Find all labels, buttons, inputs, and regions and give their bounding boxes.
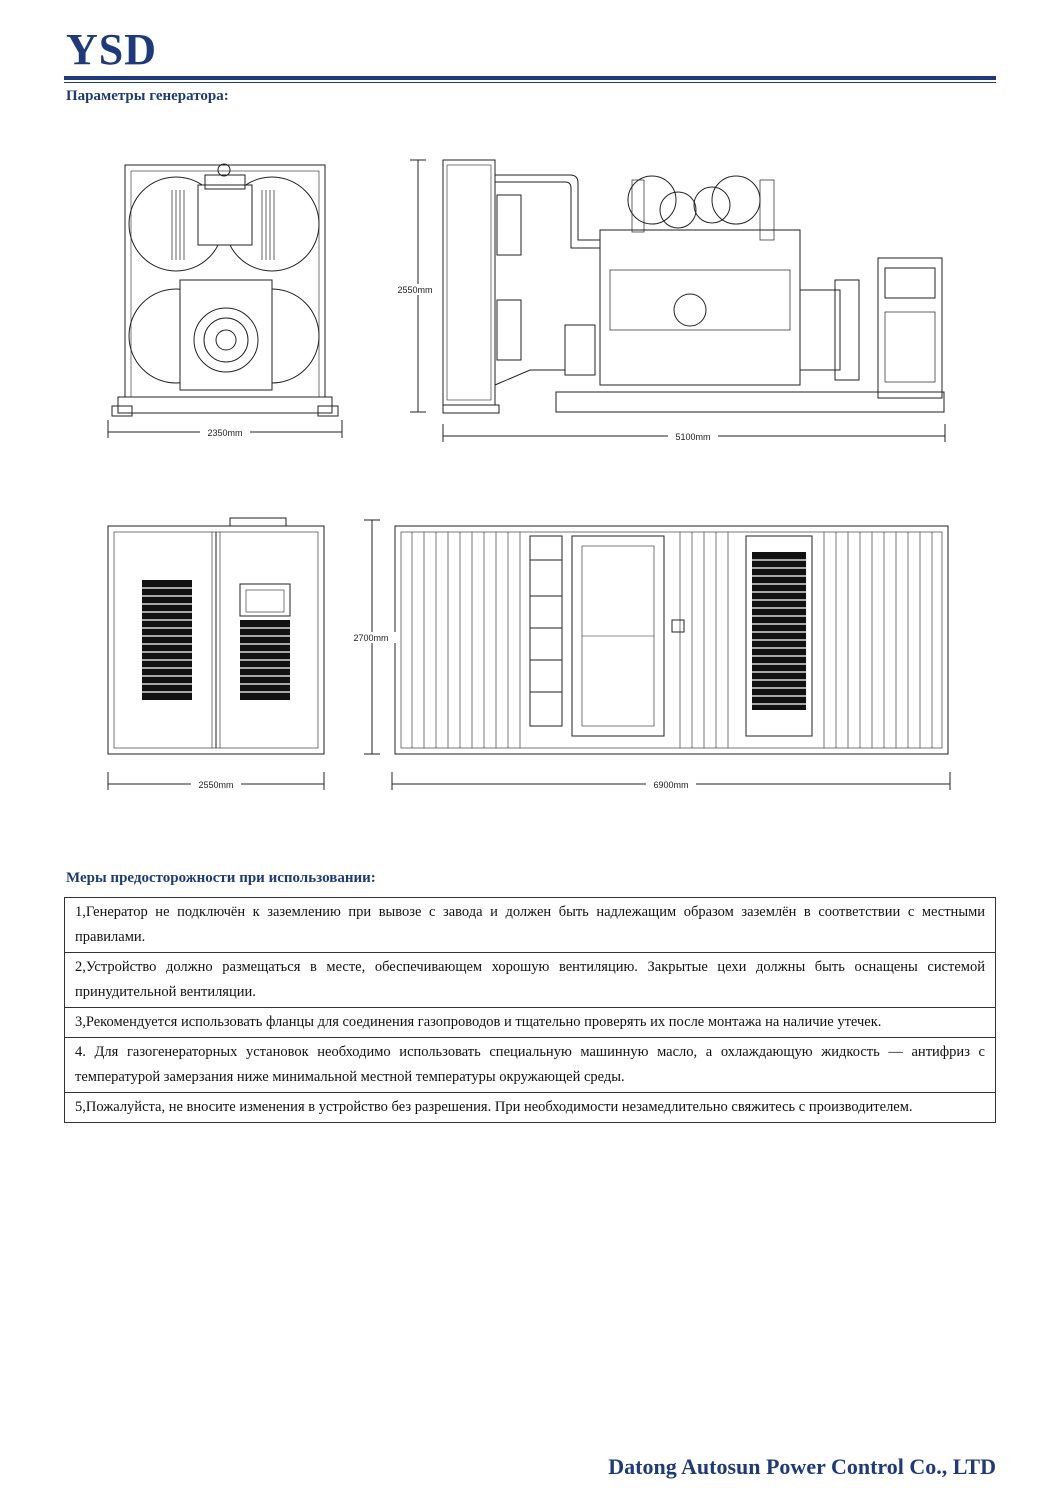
table-row [65,1008,996,1038]
dim-canopy-front-width: 2550mm [198,780,234,790]
precaution-item: 2,Устройство должно размещаться в месте, обеспечивающем хорошую вентиляцию. Закрытые цехи должны быть оснащены системой принудительной вентиляции. [65,953,996,1008]
precaution-item: 4. Для газогенераторных установок необходимо использовать специальную машинную масло, а охлаждающую жидкость — антифриз с температурой замерзания ниже минимальной местной температуры окружающей среды. [65,1038,996,1093]
open-generator-front-view [108,164,342,438]
table-row [65,898,996,953]
table-row [65,1093,996,1123]
dim-canopy-side-height: 2700mm [353,633,389,643]
company-logo: YSD [66,25,158,74]
precaution-item: 1,Генератор не подключён к заземлению при вывозе с завода и должен быть надлежащим образом заземлён в соответствии с местными правилами. [65,898,996,953]
footer-company-name: Datong Autosun Power Control Co., LTD [608,1454,996,1479]
table-row [65,953,996,1008]
precaution-item: 3,Рекомендуется использовать фланцы для соединения газопроводов и тщательно проверять их после монтажа на наличие утечек. [65,1008,996,1038]
precaution-item: 5,Пожалуйста, не вносите изменения в устройство без разрешения. При необходимости незамедлительно свяжитесь с производителем. [65,1093,996,1123]
canopy-generator-side-view [350,520,950,790]
dim-open-front-width: 2350mm [207,428,243,438]
dim-open-side-length: 5100mm [675,432,711,442]
precautions-table [64,897,996,1123]
generator-parameters-title: Параметры генератора: [66,88,229,104]
table-row [65,1038,996,1093]
canopy-generator-front-view [108,518,324,790]
precautions-title: Меры предосторожности при использовании: [66,870,376,886]
dim-open-side-height: 2550mm [397,285,433,295]
dim-canopy-side-length: 6900mm [653,780,689,790]
open-generator-side-view [392,160,945,442]
